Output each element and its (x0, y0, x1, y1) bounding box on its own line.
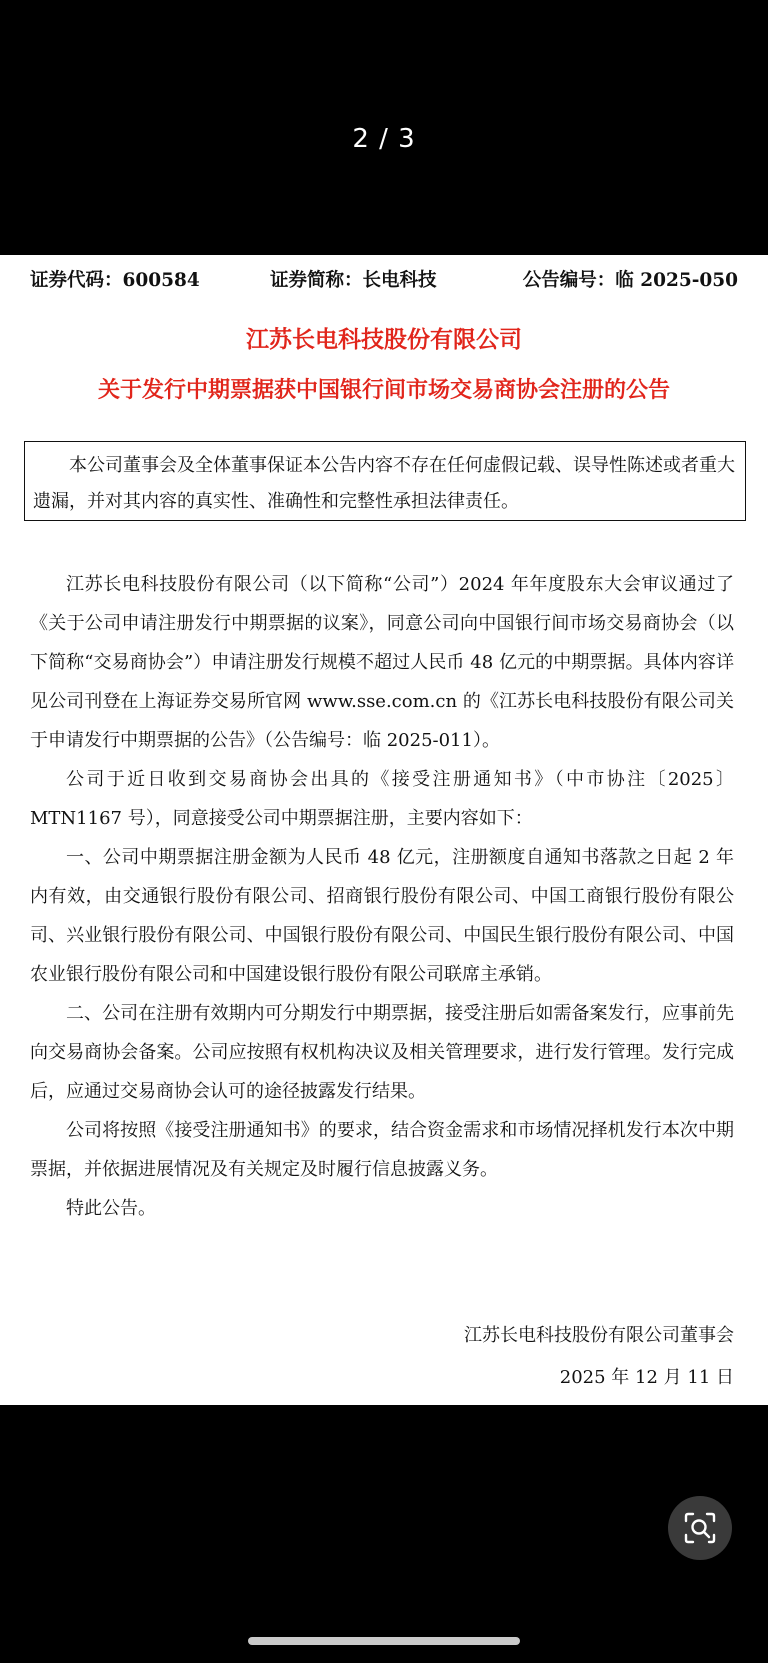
company-title: 江苏长电科技股份有限公司 (246, 327, 522, 353)
security-code: 证券代码：600584 (30, 270, 200, 291)
paragraph: 二、公司在注册有效期内可分期发行中期票据，接受注册后如需备案发行，应事前先向交易商协会备案。公司应按照有权机构决议及相关管理要求，进行发行管理。发行完成后，应通过交易商协会认可的途径披露发行结果。 (30, 1003, 734, 1102)
signature-date: 2025 年 12 月 11 日 (559, 1367, 734, 1388)
home-indicator[interactable] (248, 1637, 520, 1645)
document-page (0, 255, 768, 1405)
paragraph: 公司于近日收到交易商协会出具的《接受注册通知书》（中市协注〔2025〕MTN1167 号），同意接受公司中期票据注册，主要内容如下： (30, 769, 734, 829)
paragraph: 特此公告。 (66, 1198, 156, 1219)
notice-title: 关于发行中期票据获中国银行间市场交易商协会注册的公告 (97, 378, 670, 403)
visual-search-button[interactable] (668, 1496, 732, 1560)
paragraph: 公司将按照《接受注册通知书》的要求，结合资金需求和市场情况择机发行本次中期票据，并依据进展情况及有关规定及时履行信息披露义务。 (30, 1120, 734, 1180)
disclaimer-box: 本公司董事会及全体董事保证本公告内容不存在任何虚假记载、误导性陈述或者重大遗漏，并对其内容的真实性、准确性和完整性承担法律责任。 (24, 441, 746, 521)
signature: 江苏长电科技股份有限公司董事会 (464, 1325, 734, 1346)
document-body (30, 565, 734, 1228)
paragraph: 江苏长电科技股份有限公司（以下简称“公司”）2024 年年度股东大会审议通过了《关于公司申请注册发行中期票据的议案》，同意公司向中国银行间市场交易商协会（以下简称“交易商协会”）申请注册发行规模不超过人民币 48 亿元的中期票据。具体内容详见公司刊登在上海证券交易所官网 www.sse.com.cn 的《江苏长电科技股份有限公司关于申请发行中期票据的公告》（公告编号：临 2025-011）。 (30, 574, 734, 751)
paragraph: 一、公司中期票据注册金额为人民币 48 亿元，注册额度自通知书落款之日起 2 年内有效，由交通银行股份有限公司、招商银行股份有限公司、中国工商银行股份有限公司、兴业银行股份有限公司、中国银行股份有限公司、中国民生银行股份有限公司、中国农业银行股份有限公司和中国建设银行股份有限公司联席主承销。 (30, 847, 734, 985)
notice-number: 公告编号：临 2025-050 (522, 270, 738, 291)
document-header (30, 265, 738, 297)
page-counter: 2 / 3 (352, 124, 416, 154)
security-short-name: 证券简称：长电科技 (270, 270, 437, 291)
scan-search-icon (683, 1511, 717, 1545)
